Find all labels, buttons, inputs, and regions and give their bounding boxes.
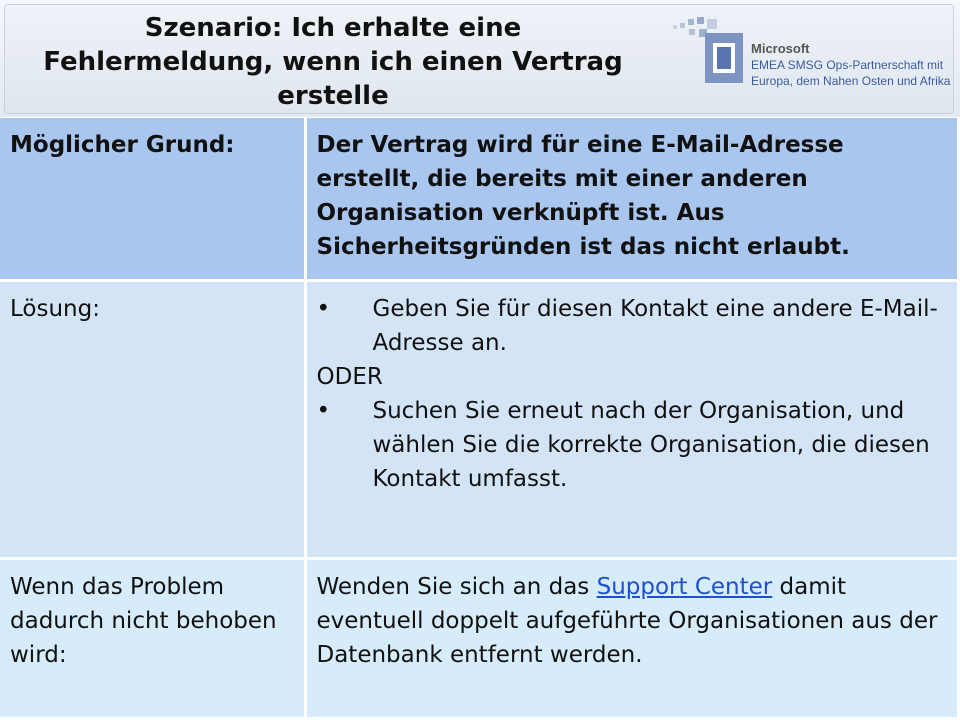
- bullet-glyph: •: [316, 295, 331, 322]
- bullet-glyph: •: [316, 397, 331, 424]
- solution-label: Lösung:: [0, 280, 305, 558]
- solution-bullet-1-text: Geben Sie für diesen Kontakt eine andere E-Mail-Adresse an.: [372, 295, 938, 356]
- support-center-link[interactable]: Support Center: [596, 573, 773, 600]
- table-row-reason: [0, 118, 959, 280]
- slide-title: Szenario: Ich erhalte eine Fehlermeldung, wenn ich einen Vertrag erstelle: [43, 13, 623, 111]
- scenario-table: [0, 118, 960, 720]
- logo-subtitle: EMEA SMSG Ops-Partnerschaft mit Europa, dem Nahen Osten und Afrika: [751, 58, 951, 88]
- fallback-text-before: Wenden Sie sich an das: [316, 573, 597, 600]
- microsoft-logo-icon: [671, 15, 747, 91]
- reason-label: Möglicher Grund:: [0, 118, 305, 280]
- solution-bullet-1: [317, 292, 948, 360]
- fallback-cell: [305, 558, 959, 719]
- solution-cell: [305, 280, 959, 558]
- fallback-text-after: damit eventuell doppelt aufgeführte Organisationen aus der Datenbank entfernt werden.: [316, 573, 938, 668]
- header-frame: [4, 4, 954, 114]
- fallback-label: Wenn das Problem dadurch nicht behoben wird:: [0, 558, 305, 719]
- solution-bullet-2: [317, 394, 948, 496]
- microsoft-wordmark: Microsoft: [751, 41, 810, 56]
- reason-text: Der Vertrag wird für eine E-Mail-Adresse erstellt, die bereits mit einer anderen Organisation verknüpft ist. Aus Sicherheitsgründen ist das nicht erlaubt.: [305, 118, 959, 280]
- solution-bullet-2-text: Suchen Sie erneut nach der Organisation, und wählen Sie die korrekte Organisation, die diesen Kontakt umfasst.: [372, 397, 930, 492]
- table-row-fallback: [0, 558, 959, 719]
- solution-or: ODER: [316, 363, 383, 390]
- table-row-solution: [0, 280, 959, 558]
- slide-header: [0, 0, 960, 117]
